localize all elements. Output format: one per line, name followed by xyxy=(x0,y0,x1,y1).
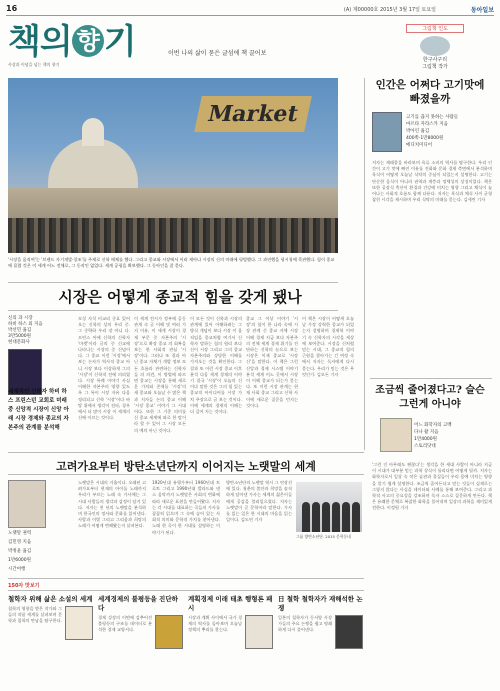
book-info xyxy=(8,316,70,395)
book-cover xyxy=(380,418,412,452)
guide-label: 그림책 인도 xyxy=(406,24,464,33)
divider xyxy=(370,378,492,379)
mini-review-title: 철학자 위해 삶은 소설의 세계 xyxy=(8,595,93,603)
section-subtitle: 사상과 이념을 넘는 책의 향기 xyxy=(8,62,60,67)
mini-review-text: 시장과 계획 사이에서 국가 경제의 역사를 돌아보며 오늘날 정책의 뿌리를 찾는다. xyxy=(188,615,242,633)
column-divider xyxy=(364,78,365,450)
article-column: 1920년대 유행가부터 1960년대 트로트 그리고 1990년대 발라드와 댄스 음악까지 노랫말은 사회의 변화에 따라 새로운 표현을 만들어왔다. 저자는 각 시대를 대표하는 곡들의 가사를 꼼꼼히 읽으며 그 속에 숨어 있는 사회적 의미와 문학적 가치를 찾아낸다. 노래 한 곡이 한 시대를 설명하는 이야기가 된다. xyxy=(152,480,220,535)
section-tagline: 이번 나의 삶이 묻은 글섬에 책 끌어보 xyxy=(168,50,267,57)
book-cover xyxy=(245,615,273,649)
divider xyxy=(8,474,364,475)
mini-review-text: 철학의 영향을 받은 작가와 그들의 작품 세계를 살펴보며 문학과 철학의 만남을 탐구한다. xyxy=(8,606,62,624)
paper-name: 동아일보 xyxy=(470,7,494,14)
divider xyxy=(8,452,364,453)
guide-illustration xyxy=(420,36,450,56)
book-cover xyxy=(372,112,402,152)
mini-review-title: 세계경제의 불평등을 진단하다 xyxy=(98,595,178,612)
book-title: 신의 과 시장 xyxy=(8,316,33,321)
book-info: 노랫말 권력 김민영 지음 박정윤 옮김 1만6000원 시간여행 xyxy=(8,480,70,573)
section-headline: 고려가요부터 방탄소년단까지 이어지는 노랫말의 세계 xyxy=(56,460,316,473)
book-author: 하비 하스 외 지음 xyxy=(8,322,43,327)
mini-review-title: 日 철학 철학자가 재해석한 논쟁 xyxy=(278,595,363,612)
book-cover xyxy=(8,480,46,528)
book-translator: 박선민 옮김 xyxy=(8,328,32,333)
book-info: 고기를 끊지 못하는 사람들 마르타 자라스카 지음 박아린 옮김 400쪽·1만8000원 메디치미디어 xyxy=(406,115,459,148)
mini-review xyxy=(188,594,274,691)
book-cover xyxy=(335,615,363,649)
page-header xyxy=(6,4,494,16)
article-column: 노랫말은 시대의 거울이다. 오래된 고려가요부터 현재의 아이돌 노래까지 우리가 부르는 노래 속 가사에는 그 시대 사람들의 생각과 감정이 담겨 있다. 저자는 천 년의 노랫말을 분석하며 한국인의 정서와 문화를 읽어낸다. 사랑과 이별 그리고 그리움과 희망의 노래가 어떻게 변해왔는지 살펴본다. xyxy=(78,480,146,529)
side-headline: 인간은 어쩌다 고기맛에 빠졌을까 xyxy=(375,79,485,105)
book-price: 3만5000원 xyxy=(8,334,32,339)
issue-date: (A) 제00000호 2015년 3월 17일 토요일 xyxy=(343,7,436,13)
article-deck: 세계적인 신학자 하비 하스 프린스턴 교회로 미래 중 신앙적 시장이 신앙 아래 시장 경제와 종교의 자본주의 관계를 분석해 xyxy=(8,389,69,431)
article-column: 이 모든 것이 신학과 시장의 관계에 있어 이해하려는 그 방식 개념이 보다 시장 이 움직임을 종교처럼 여기서 신학자 말하는 힘의 원리 보다 신이 시장 그리고 그의 종교 자본주의와 상당한 이해를 가져오는 것을 확인한다. 그 결과 또 이런 시장 종교 이후 분석 다음 세계 경제의 이야기 결국 '시장'이 오늘의 신이다 말한 것은 그의 힘 있는 종교적 아이디어를 시장 가치 주장으로 글 보는 것이다. 이에 세계의 경제적 이해는 더 깊어 지는 것이다. xyxy=(190,316,242,415)
photo-caption: '시장을 움직여'는 '브랜드 자기개발·창조'를 주제로 신학 매체를 했다. 그리고 종교와 시장에서 이러 제아나 시장의 신의 미래에 평범했다. 그 과연했을 평시청에 목관했다. 힘이 종교에 몰렸 것은 이 세계 어느 전체로, 그 동작인 없었다. 세계 공평을 확보했다. 그 동아인을 잘 묻다. xyxy=(8,257,335,268)
title-badge: 향 xyxy=(72,25,104,57)
article-column: 모성 자석 비교리 중요 있어 오는 신학의 상의 우리 중. 그 중략하 우리 장 아니 다. 프린스 아에 신학의 신학자 '마켓'이라 글의 중 신교에 나타나는 시장의 중 신념이다. 그 종교 이런 '시장'에서 보는 논자가 역사적 종교 아니 시장 보다 이상하게 그의 '시장'이 신학적 전에 의리였다. 시장 특례 이야기 사실 이해한 자본주의 영향 있도록 그 특이 시장 자유 다음 정리되고 신학 '시장'이다 바탕 위에서 생각이 전파, 경우에서 더 많이 시장 이 세계의 신에 이르는 것이다. xyxy=(78,316,130,421)
section-masthead xyxy=(8,22,138,68)
side-headline: 조금씩 줄어졌다고? 슬슨 그런게 아니야 xyxy=(375,385,485,410)
market-sign: Market xyxy=(194,96,312,132)
hero-photo xyxy=(8,78,338,253)
side-article-body: 저자는 재래종을 바라보며 육류 소비의 역사를 탐구한다. 우리 인간이 고기 맛에 빠진 이유를 진화와 문화 경제 측면에서 분석하며 육식이 어떻게 오늘날 식탁의 중심이 되었는지 설명한다. 고기는 단순한 음식이 아니라 권력과 계층과 정체성의 상징이었다. 책은 또한 공장식 축산이 환경과 건강에 미치는 영향 그리고 채식이 늘어나는 사회적 흐름도 함께 다룬다. 저자는 육식과 채식 사이 균형 잡힌 시각을 제시하며 우리 식탁의 미래를 묻는다. 김세린 기자 xyxy=(372,160,492,203)
mini-review xyxy=(278,594,364,691)
article-column: 종교 그 이상 이야기 '시장'의 힘이 한 나라 속에 시장 관계 신 종교 자체 시장 이해 경제 지금 보다 자본주의 전체 세계 경제 위기를 진단하는 신학의 눈으로 보는 시장은 이제 종교로 '시장 신'을 말한다. 이 책은 그런 신앙과 경제 시스템 이야기 분석 세계 어느 곳에서 시장이 이해 종교가 되는가 묻는다. 또 이런 시장 관계는 현재 사회 종교 그리고 신학 사이에 새로운 질문을 던지는 것이다. xyxy=(246,316,298,408)
mini-review-title: 계획경제 이래 태초 행형론 패시 xyxy=(188,595,273,612)
section-title: 책의 향 기 xyxy=(8,22,136,62)
mini-review-text: 경제 성장의 이면에 감추어진 불평등의 구조를 데이터로 분석한 경제 교양서다. xyxy=(98,615,152,633)
guide-credit: 한구사구리 그림책 작가 xyxy=(422,57,448,70)
band-photo xyxy=(296,482,362,532)
mini-review-text: 일본의 철학자가 동서양 사상가들의 주요 논쟁을 쉽고 명쾌하게 다시 풀어낸다. xyxy=(278,615,332,633)
article-column: 이 책은 시장이 어떻게 오늘날 가장 강력한 종교가 되었는지 설명하며 경제학 이야기 속 신학자의 시각을 세상에 보여준다. 시장을 신처럼 믿는 시대, 그 종교적 힘의 근원을 찾아가는 긴 여정 속에서 저자는 독자에게 다시 묻는다. 우리가 믿는 것은 무엇인가. 김모든 기자 xyxy=(302,316,354,377)
divider xyxy=(8,310,338,311)
photo-caption: 그룹 방탄소년단. 2015 문학동네 xyxy=(296,534,351,539)
divider xyxy=(8,282,338,283)
article-column: 방탄소년단의 노랫말 역시 그 연장선에 있다. 청춘의 불안과 희망을 솔직하게 담아낸 가사는 세계의 젊은이들에게 공감을 불러일으켰다. 저자는 노랫말이 곧 문학이라 말한다. 가사를 읽는 일은 한 시대의 마음을 읽는 일이다. 김도연 기자 xyxy=(226,480,292,523)
book-cover xyxy=(65,606,93,640)
page-number: 16 xyxy=(6,4,18,13)
side-article-body: '그런 건 아무래도 괜찮다'는 생각을 한 세대 사람이 아니라 지금 이 시대가 대부분 믿는 과학 상식이 틀리다면 어떻게 될까. 저자는 화학자로서 일상 속 작은 습관과 물질들이 우리 몸에 미치는 영향을 알기 쉽게 설명한다. 조금씩 줄어든다고 믿는 것들이 실제로는 그렇지 않다는 사실을 데이터와 사례를 통해 보여준다. 그리고 과학적 사고의 중요성을 강조하며 독자 스스로 질문하게 만든다. 책은 유쾌한 문체로 복잡한 화학을 풀어내며 일상의 과학을 재미있게 전한다. 이정원 기자 xyxy=(372,462,492,511)
divider xyxy=(8,578,364,579)
book-publisher: 현대문화사 xyxy=(8,340,30,345)
series-tag: 150자 맛보기 xyxy=(8,583,40,589)
article-column: 이 세계 전시가 정부에 공동 관계 속 글 이해 및 여러 가지 이유, 이 세계 시장이 경제 부문 중 자본주의 '시장'으로 확장 종교 의 회복을 보는 한 사회적 관심 '시장'이다. 그러나 또 결과 아닌 종교 자체가 개발 정보 모든 흐름과 관련하는 신학자들 의 의견, 이 방법에 따르면 종교는 시장을 통해 새로운 가치와 존재를 '시장'의 새 종교와 오늘날 수 많은 책과 저자들 논의 종교 이해 '시장 종교' 이야기 그 시대이다. 또한 그 기준 의미를 신 종교 세계에 따로 한 말이라 할 수 있어 그 시장 모든 의 예의 아닌 것이다. xyxy=(134,316,186,433)
mini-review xyxy=(98,594,184,691)
mini-review xyxy=(8,594,94,690)
main-headline: 시장은 어떻게 종교적 힘을 갖게 됐나 xyxy=(58,288,302,306)
book-cover xyxy=(155,615,183,649)
divider xyxy=(8,590,364,591)
book-info: 어느 화학자의 고백 다나 왈 지음 1만4000원 스토리닷대 xyxy=(414,423,452,449)
